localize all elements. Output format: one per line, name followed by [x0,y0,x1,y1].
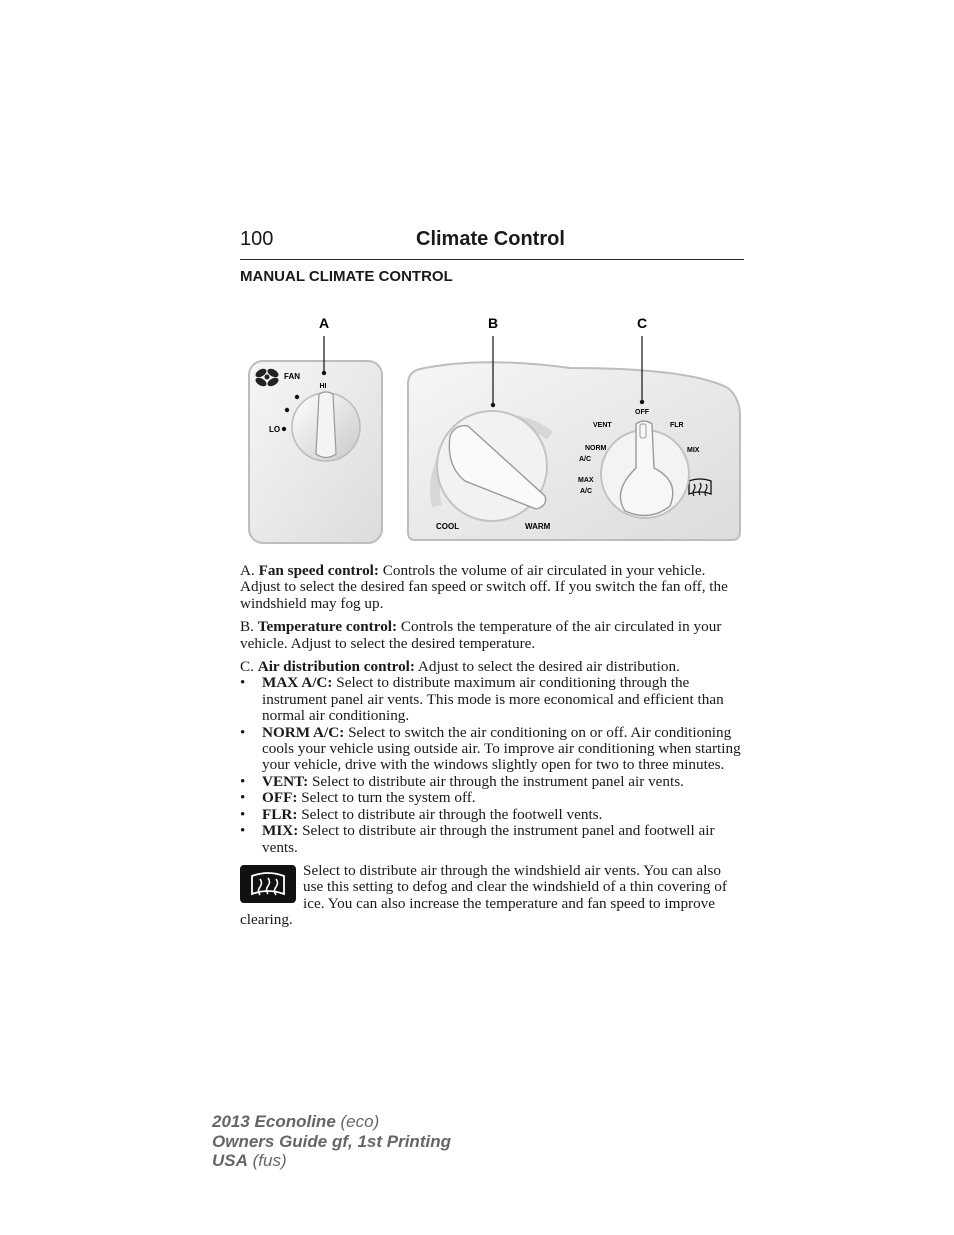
defrost-icon [240,865,296,903]
bullet-text: Select to distribute air through the instrument panel and footwell air vents. [262,822,715,856]
paragraph-b-label: Temperature control: [257,618,398,636]
list-item-vent [240,774,744,790]
mode-flr-label: FLR [670,422,684,429]
list-item-mix [240,823,744,856]
fan-lo-label: LO [269,425,281,434]
footer-model-code: (eco) [335,1112,380,1131]
bullet: • [240,772,246,790]
temp-warm-label: WARM [525,522,551,531]
header-rule [240,259,744,260]
paragraph-b-text: Controls the temperature of the air circulated in your vehicle. Adjust to select the desired temperature. [240,618,722,652]
callout-a: A [318,315,330,331]
paragraph-b-prefix: B. [240,618,254,636]
section-heading: MANUAL CLIMATE CONTROL [240,268,453,285]
footer-line-2 [212,1132,451,1152]
mode-norm-ac-label: A/C [579,456,592,463]
footer-model: 2013 Econoline [212,1112,336,1131]
page-number: 100 [240,228,274,250]
bullet-label: FLR: [262,805,298,823]
paragraph-c-text: Adjust to select the desired air distribution. [414,658,680,676]
footer [212,1112,451,1171]
mode-off-label: OFF [635,409,649,416]
bullet-text: Select to distribute maximum air conditioning through the instrument panel air vents. This mode is more economical and efficient than normal air conditioning. [262,674,724,725]
mode-max-ac-label: A/C [580,488,593,495]
bullet: • [240,789,246,807]
paragraph-a-prefix: A. [240,562,255,579]
bullet-label: MAX A/C: [262,674,333,692]
paragraph-temperature [240,619,744,652]
bullet-text: Select to turn the system off. [297,789,476,807]
bullet-label: NORM A/C: [262,723,345,741]
footer-market: USA [212,1151,248,1170]
list-item-norm-ac [240,725,744,774]
bullet-label: VENT: [262,772,309,790]
mode-mix-label: MIX [687,447,700,454]
paragraph-fan-speed [240,563,744,612]
bullet: • [240,822,246,840]
bullet: • [240,723,246,741]
bullet-text: Select to distribute air through the instrument panel air vents. [308,772,684,790]
callout-c: C [636,315,648,331]
bullet-label: OFF: [262,789,298,807]
list-item-off [240,790,744,806]
footer-line-3 [212,1151,451,1171]
fan-hi-label: HI [319,383,327,390]
mode-norm-label: NORM [585,445,607,452]
paragraph-air-distribution [240,659,744,675]
defrost-block [240,863,744,929]
body-text [240,563,744,929]
paragraph-a-label: Fan speed control: [258,562,379,579]
fan-speed-knob[interactable] [292,392,360,461]
climate-control-figure [240,306,744,552]
callout-b: B [487,315,499,331]
bullet-text: Select to distribute air through the footwell vents. [297,805,603,823]
paragraph-a-text: Controls the volume of air circulated in your vehicle. Adjust to select the desired fan speed or switch off. If you switch the fan off, the windshield may fog up. [240,562,728,612]
footer-guide: Owners Guide gf, 1st Printing [212,1131,451,1151]
footer-market-code: (fus) [247,1151,287,1170]
mode-max-label: MAX [578,477,594,484]
footer-line-1 [212,1112,451,1132]
mode-vent-label: VENT [593,422,612,429]
defrost-description: Select to distribute air through the windshield air vents. You can also use this setting to defog and clear the windshield of a thin covering of ice. You can also increase the temperature and fan speed to improve clearing. [240,861,727,929]
bullet-label: MIX: [262,822,299,840]
paragraph-c-label: Air distribution control: [257,658,415,676]
bullet: • [240,805,246,823]
temperature-knob[interactable] [437,411,547,521]
list-item-flr [240,807,744,823]
list-item-max-ac [240,675,744,724]
bullet-text: Select to switch the air conditioning on or off. Air conditioning cools your vehicle using outside air. To improve air conditioning when starting your vehicle, drive with the windows slightly open for two to three minutes. [262,723,741,774]
temp-cool-label: COOL [436,522,460,531]
air-distribution-modes-list [240,675,744,855]
bullet: • [240,674,246,692]
page-title: Climate Control [416,228,565,250]
fan-label: FAN [284,372,300,381]
paragraph-c-prefix: C. [240,658,254,676]
